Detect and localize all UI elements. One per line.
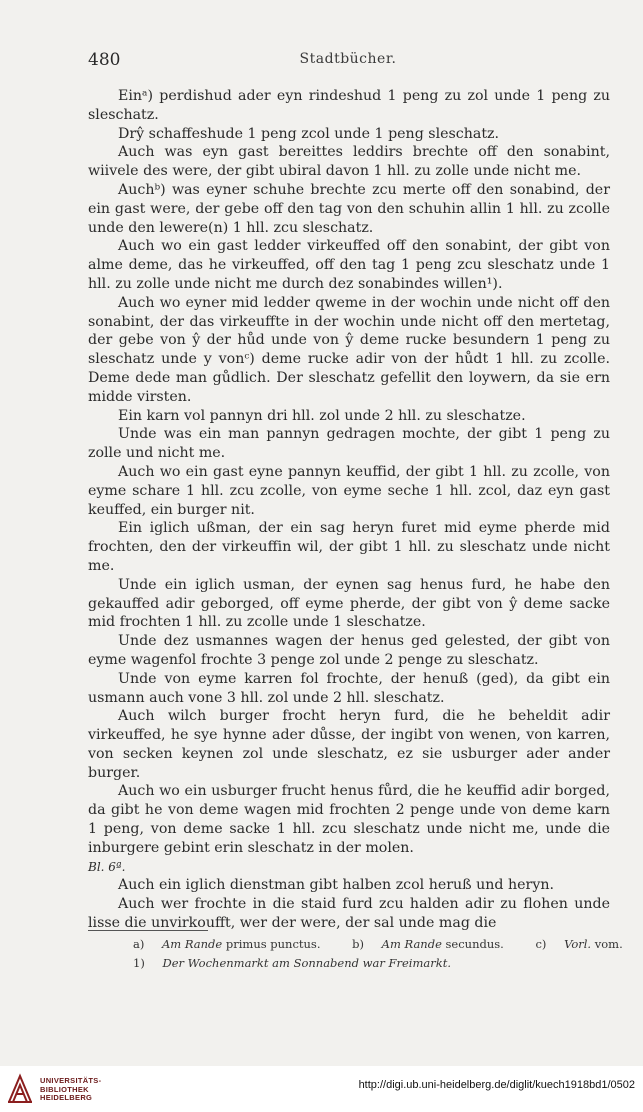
- paragraph: Drŷ schaffeshude 1 peng zcol unde 1 peng sleschatz.: [118, 125, 500, 142]
- footnote-text: Der Wochenmarkt am Sonnabend war Freimarkt.: [162, 956, 451, 970]
- footnotes: [88, 930, 623, 973]
- footnote-line-1: [88, 954, 610, 973]
- footnote-marker: b): [352, 937, 364, 951]
- footnote-line-variants: [88, 935, 623, 954]
- footnote-emphasis: Am Rande: [162, 937, 223, 951]
- paragraph: Einᵃ) perdishud ader eyn rindeshud 1 peng zu zol unde 1 peng zu sleschatz.: [88, 88, 610, 123]
- page-header: [88, 50, 608, 74]
- paragraph: Unde ein iglich usman, der eynen sag henus furd, he habe den gekauffed adir geborged, off eyme pherde, der gibt von ŷ deme sacke mid frochten 1 hll. zu zcolle unde 1 sleschatze.: [88, 576, 610, 631]
- footnote-a: [133, 937, 334, 951]
- folio-marker: Bl. 6ª.: [88, 859, 126, 874]
- footnote-text: vom.: [594, 937, 623, 951]
- footnote-emphasis: Am Rande: [381, 937, 442, 951]
- footnote-rule: [88, 930, 208, 931]
- library-name-line: BIBLIOTHEK: [40, 1084, 89, 1094]
- footnote-marker: a): [133, 937, 145, 951]
- body-text: [88, 87, 610, 933]
- footnote-marker: 1): [133, 956, 145, 970]
- paragraph: Auchᵇ) was eyner schuhe brechte zcu merte off den sonabind, der ein gast were, der gebe off den tag von den schuhin allin 1 hll. zu zcolle unde den lewere(n) 1 hll. zcu sleschatz.: [88, 181, 610, 236]
- footnote-marker: c): [535, 937, 547, 951]
- paragraph: Auch wo ein gast ledder virkeuffed off den sonabint, der gibt von alme deme, das he virkeuffed, off den tag 1 peng zcu sleschatz unde 1 hll. zu zolle unde nicht me durch dez sonabindes willen¹).: [88, 238, 610, 292]
- paragraph: Auch was eyn gast bereittes leddirs brechte off den sonabint, wiivele des were, der gibt ubiral davon 1 hll. zu zolle unde nicht me.: [88, 144, 610, 180]
- footnote-c: [535, 937, 636, 951]
- library-name-line: HEIDELBERG: [40, 1093, 93, 1102]
- running-title: Stadtbücher.: [299, 51, 397, 67]
- page-number: 480: [88, 50, 121, 70]
- library-name-line: UNIVERSITÄTS-: [40, 1076, 102, 1085]
- paragraph: Unde dez usmannes wagen der henus ged gelested, der gibt von eyme wagenfol frochte 3 penge zol unde 2 penge zu sleschatz.: [88, 633, 610, 668]
- paragraph: Unde von eyme karren fol frochte, der henuß (ged), da gibt ein usmann auch vone 3 hll. zol unde 2 hll. sleschatz.: [88, 670, 610, 706]
- library-name: [40, 1077, 101, 1103]
- paragraph: Auch ein iglich dienstman gibt halben zcol heruß und heryn.: [118, 877, 555, 894]
- paragraph: Auch wo ein usburger frucht henus fůrd, die he keuffid adir borged, da gibt he von deme wagen mid frochten 2 penge unde von deme karn 1 peng, von deme sacke 1 hll. zcu sleschatz unde nicht me, unde die inburgere gebint erin sleschatz in der molen.: [88, 783, 610, 856]
- paragraph: Auch wo eyner mid ledder qweme in der wochin unde nicht off den sonabint, der das virkeuffte in der wochin unde nicht off den mertetag, der gebe von ŷ der hůd unde von ŷ deme rucke besundern 1 peng zu sleschatz unde y vonᶜ) deme rucke adir von der hůdt 1 hll. zu zcolle. Deme dede man gůdlich. Der sleschatz gefellit den loywern, da sie ern midde virsten.: [88, 294, 610, 405]
- source-url-link[interactable]: http://digi.ub.uni-heidelberg.de/diglit/kuech1918bd1/0502: [358, 1079, 635, 1091]
- paragraph: Unde was ein man pannyn gedragen mochte, der gibt 1 peng zu zolle und nicht me.: [88, 426, 610, 462]
- footnote-text: secundus.: [445, 937, 504, 951]
- library-logo-icon: [6, 1073, 34, 1105]
- footnote-b: [352, 937, 518, 951]
- paragraph: Auch wer frochte in die staid furd zcu halden adir zu flohen unde lisse die unvirkoufft, wer der were, der sal unde mag die: [88, 896, 610, 932]
- footnote-emphasis: Vorl.: [564, 937, 592, 951]
- paragraph: Ein karn vol pannyn dri hll. zol unde 2 hll. zu sleschatze.: [118, 407, 526, 424]
- footer-bar: [0, 1066, 643, 1112]
- footnote-text: primus punctus.: [225, 937, 321, 951]
- paragraph: Auch wilch burger frocht heryn furd, die he beheldit adir virkeuffed, he sye hynne ader důsse, der ingibt von wenen, von karren, von secken keynen zol unde sleschatz, ez sie usburger ader ander burger.: [88, 708, 610, 781]
- paragraph: Auch wo ein gast eyne pannyn keuffid, der gibt 1 hll. zu zcolle, von eyme schare 1 hll. zcu zcolle, von eyme seche 1 hll. zcol, daz eyn gast keuffed, ein burger nit.: [88, 463, 610, 518]
- paragraph: Ein iglich ußman, der ein sag heryn furet mid eyme pherde mid frochten, den der virkeuffin wil, der gibt 1 hll. zu sleschatz unde nicht me.: [88, 520, 610, 574]
